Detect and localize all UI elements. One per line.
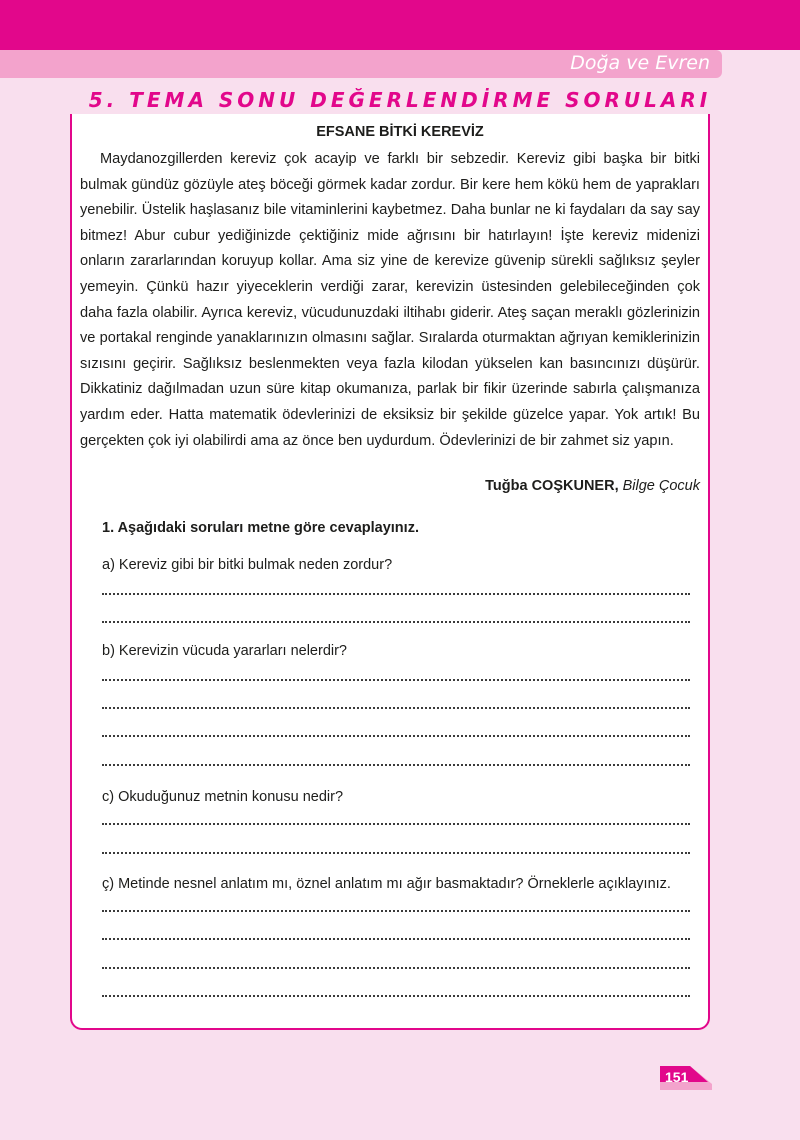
story-paragraph: Maydanozgillerden kereviz çok acayip ve farklı bir sebzedir. Kereviz gibi başka bir bitki bulmak gündüz gözüyle ateş böceği görmek kadar zordur. Bir kere hem kökü hem de yaprakları yenebilir. Üstelik haşlasanız bile vitaminlerini kaybetmez. Daha bunlar ne ki faydaları da say say bitmez! Abur cubur yediğinizde çektiğiniz mide ağrısını bir hatırlayın! İşte kereviz midenizi onların zararlarından koruyup kollar. Ama siz yine de kerevize güvenip sürekli sağlıksız şeyler yemeyin. Çünkü hazır yiyeceklerin verdiği zarar, kerevizin üstesinden gelebileceğinden çok daha fazla olabilir. Ayrıca kereviz, vücudunuzdaki iltihabı giderir. Ateş saçan meraklı gözlerinizin ve portakal renginde yanaklarınızın olmasını sağlar. Sıralarda oturmaktan ağrıyan kemiklerinizin sızısını geçirir. Sağlıksız beslenmekten veya fazla kilodan yükselen kan basıncınızı düşürür. Dikkatiniz dağılmadan uzun süre kitap okumanıza, parlak bir fikir üzerinde sabırla çalışmanıza yardım eder. Hatta matematik ödevlerinizi de eksiksiz bir şekilde güzelce yapar. Yok artık! Bu gerçekten çok iyi olabilirdi ama az önce ben uydurdum. Ödevlerinizi de bir zahmet siz yapın. [80,151,700,449]
answer-line[interactable] [102,734,690,737]
unit-title: Doğa ve Evren [570,52,710,74]
header-band [0,0,800,50]
answer-line[interactable] [102,851,690,854]
story-source [485,478,700,494]
question-c: c) Okuduğunuz metnin konusu nedir? [102,789,344,805]
story-publication: Bilge Çocuk [622,478,700,494]
answer-line[interactable] [102,822,690,825]
answer-line[interactable] [102,909,690,912]
section-title: 5. TEMA SONU DEĞERLENDİRME SORULARI [88,88,712,112]
answer-line[interactable] [102,592,690,595]
page-number: 151 [665,1069,689,1085]
answer-line[interactable] [102,763,690,766]
answer-line[interactable] [102,706,690,709]
story-text [80,147,700,454]
answer-line[interactable] [102,994,690,997]
questions-heading: 1. Aşağıdaki soruları metne göre cevaplayınız. [102,520,419,536]
question-b: b) Kerevizin vücuda yararları nelerdir? [102,643,347,659]
question-d: ç) Metinde nesnel anlatım mı, öznel anlatım mı ağır basmaktadır? Örneklerle açıklayınız. [102,876,671,892]
question-a: a) Kereviz gibi bir bitki bulmak neden zordur? [102,557,393,573]
answer-line[interactable] [102,966,690,969]
answer-line[interactable] [102,678,690,681]
answer-line[interactable] [102,620,690,623]
answer-line[interactable] [102,937,690,940]
story-author: Tuğba COŞKUNER, [485,478,619,494]
story-title: EFSANE BİTKİ KEREVİZ [316,124,484,140]
